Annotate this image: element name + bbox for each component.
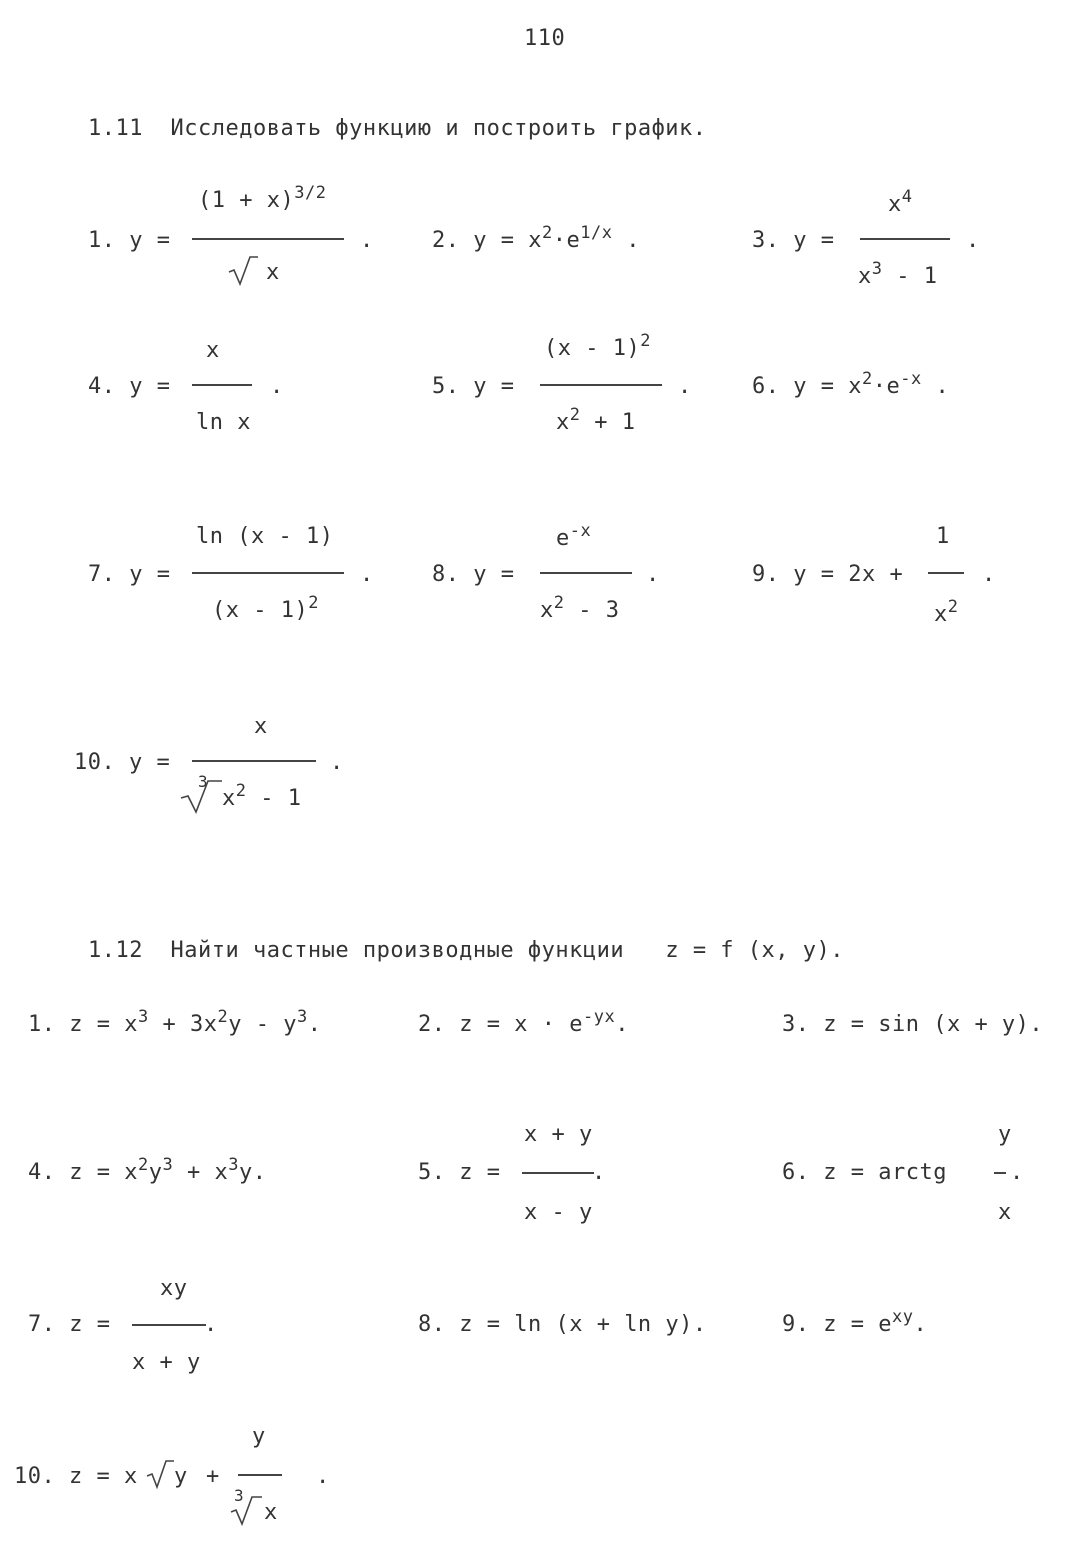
- fraction-bar: [860, 238, 950, 240]
- period: .: [330, 750, 344, 775]
- denominator: x + y: [132, 1350, 201, 1375]
- plus-sign: +: [206, 1464, 220, 1489]
- section-heading-1-11: [88, 118, 707, 140]
- denominator: x: [998, 1200, 1012, 1225]
- problem-label: 5. z =: [418, 1160, 501, 1185]
- numerator: x: [254, 714, 268, 739]
- problem-label: 4. y =: [88, 374, 171, 399]
- root-index: 3: [234, 1486, 245, 1505]
- sqrt-icon: [228, 256, 258, 288]
- numerator: $x^4$: [888, 187, 913, 217]
- section-number: 1.11: [88, 116, 143, 141]
- problem-1-12-2: 2. $z = x \cdot e^{-yx}$.: [418, 1007, 629, 1037]
- problem-label: 1. y =: [88, 228, 171, 253]
- period: .: [270, 374, 284, 399]
- problem-1-12-3: 3. z = sin (x + y).: [782, 1012, 1044, 1037]
- cube-root-icon: [230, 1496, 262, 1528]
- sqrt-icon: [146, 1460, 174, 1490]
- numerator: y: [252, 1424, 266, 1449]
- numerator: ln (x - 1): [196, 524, 334, 549]
- numerator: $(1 + x)^{3/2}$: [198, 183, 327, 213]
- period: .: [982, 562, 996, 587]
- period: .: [966, 228, 980, 253]
- page-number: 110: [524, 26, 566, 51]
- cube-root-icon: [180, 780, 222, 814]
- period: .: [316, 1464, 330, 1489]
- problem-label: 9. y = 2x +: [752, 562, 904, 587]
- problem-label: 5. y =: [432, 374, 515, 399]
- denominator: 3 $x^2 - 1$: [180, 788, 259, 810]
- fraction-bar: [192, 760, 316, 762]
- denominator: (x - 1)$^2$: [212, 593, 319, 623]
- fraction-bar: [132, 1324, 206, 1326]
- problem-1-12-9: 9. $z = e^{xy}$.: [782, 1307, 928, 1337]
- section-title: Исследовать функцию и построить график.: [170, 116, 707, 141]
- fraction-bar: [192, 238, 344, 240]
- numerator: $e^{-x}$: [556, 521, 592, 551]
- section-formula: z = f (x, y).: [665, 938, 845, 963]
- section-title: Найти частные производные функции: [170, 938, 625, 963]
- problem-1-12-1: 1. $z = x^3 + 3x^2y - y^3$.: [28, 1007, 322, 1037]
- denominator: $x^3 - 1$: [858, 259, 938, 289]
- problem-label: 3. y =: [752, 228, 835, 253]
- problem-1-11-6: 6. $y = x^2\cdot e^{-x}$ .: [752, 369, 950, 399]
- root-index: 3: [198, 772, 209, 791]
- numerator: x: [206, 338, 220, 363]
- problem-1-12-8: 8. z = ln (x + ln y).: [418, 1312, 707, 1337]
- problem-label: 7. y =: [88, 562, 171, 587]
- problem-label: 7. z =: [28, 1312, 111, 1337]
- numerator: xy: [160, 1276, 188, 1301]
- denominator: $x^2 - 3$: [540, 593, 620, 623]
- period: .: [1010, 1160, 1024, 1185]
- fraction-bar: [192, 572, 344, 574]
- section-number: 1.12: [88, 938, 143, 963]
- fraction-bar: [928, 572, 964, 574]
- fraction-bar: [540, 384, 662, 386]
- problem-1-11-2: 2. $y = x^2\cdot e^{1/x}$ .: [432, 223, 640, 253]
- period: .: [204, 1312, 218, 1337]
- denominator: x: [228, 262, 242, 284]
- numerator: (x - 1)$^2$: [544, 331, 651, 361]
- denominator: $x^2 + 1$: [556, 405, 636, 435]
- period: .: [592, 1160, 606, 1185]
- problem-label: 10. y =: [74, 750, 171, 775]
- period: .: [360, 562, 374, 587]
- numerator: 1: [936, 524, 950, 549]
- fraction-bar: [994, 1172, 1006, 1174]
- period: .: [646, 562, 660, 587]
- denominator: x - y: [524, 1200, 593, 1225]
- numerator: y: [998, 1122, 1012, 1147]
- period: .: [360, 228, 374, 253]
- fraction-bar: [238, 1474, 282, 1476]
- problem-1-12-4: 4. $z = x^2y^3 + x^3y$.: [28, 1155, 267, 1185]
- denominator: ln x: [196, 410, 251, 435]
- problem-label: 8. y =: [432, 562, 515, 587]
- denominator: $x^2$: [934, 597, 959, 627]
- fraction-bar: [540, 572, 632, 574]
- denominator: 3 x: [230, 1502, 244, 1524]
- fraction-bar: [522, 1172, 594, 1174]
- section-heading-1-12: [88, 940, 844, 962]
- problem-label: 10. z = x: [14, 1464, 138, 1489]
- fraction-bar: [192, 384, 252, 386]
- period: .: [678, 374, 692, 399]
- problem-label: 6. z = arctg: [782, 1160, 947, 1185]
- numerator: x + y: [524, 1122, 593, 1147]
- sqrt-y: y: [146, 1466, 160, 1488]
